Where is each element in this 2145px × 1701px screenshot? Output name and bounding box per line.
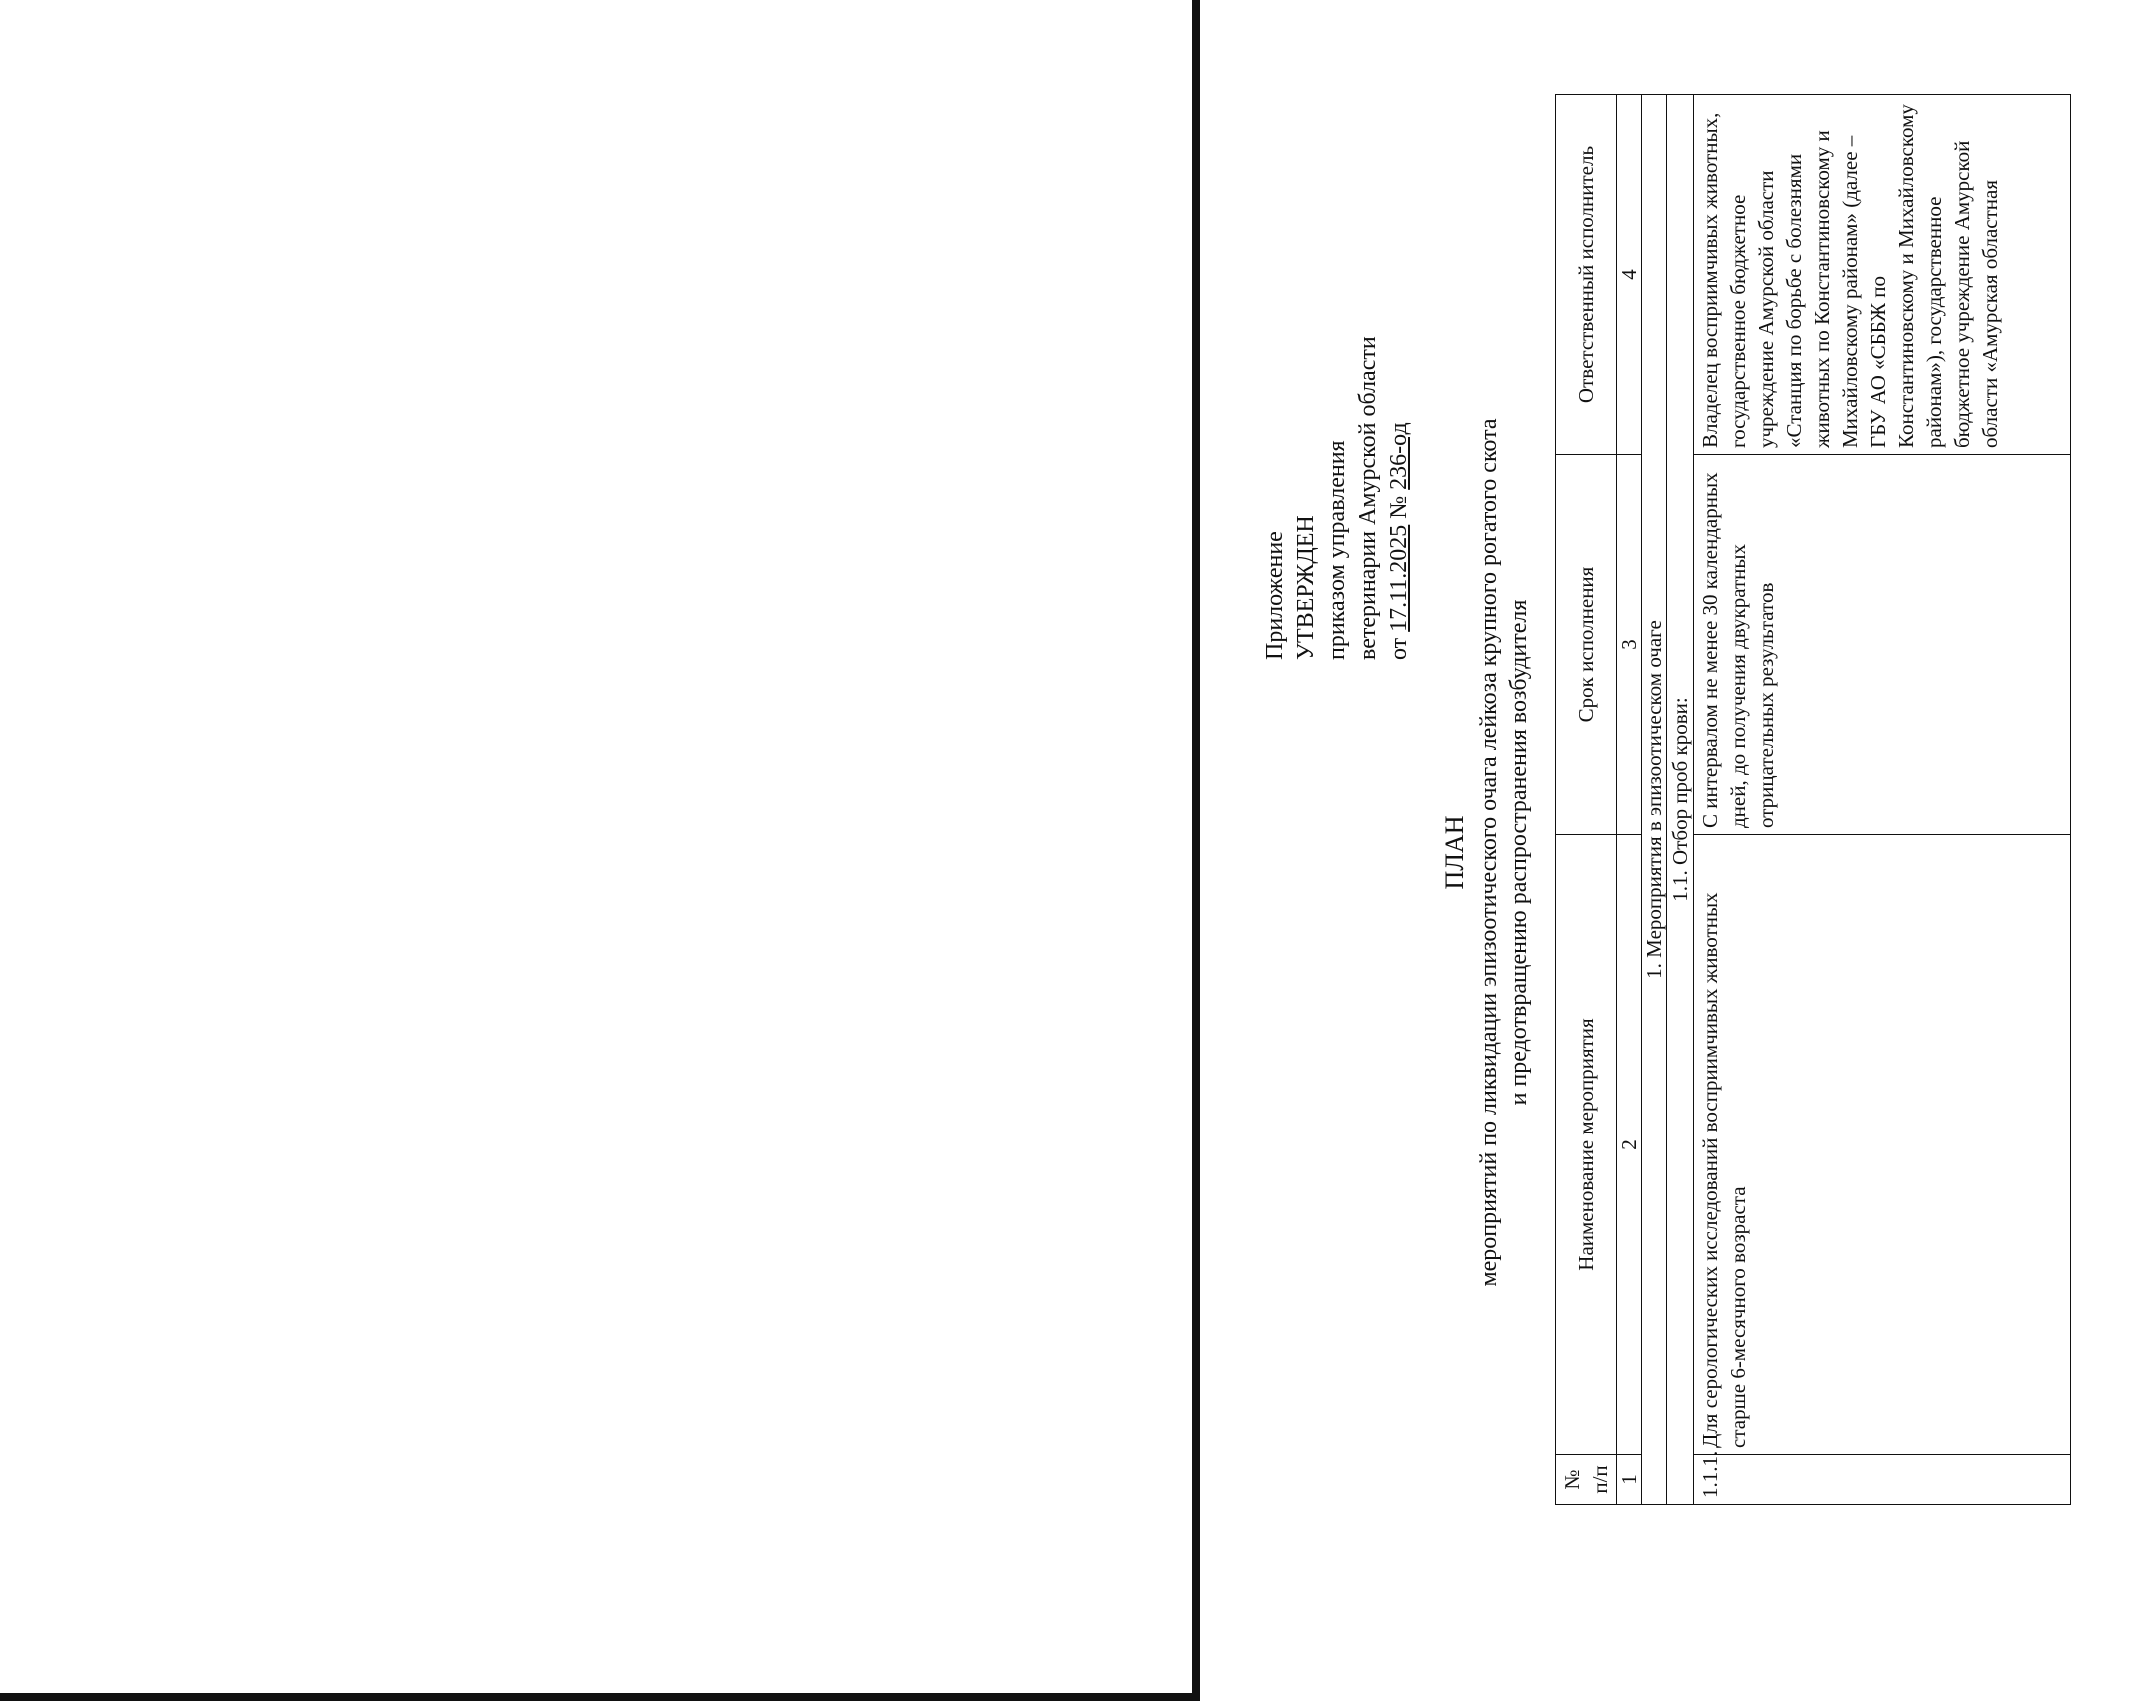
column-number: 1	[1617, 1455, 1642, 1505]
section-row	[1642, 95, 1667, 1505]
order-date: 17.11.2025	[1386, 524, 1412, 632]
row-responsible: Владелец восприимчивых животных, государственное бюджетное учреждение Амурской области «Станция по борьбе с болезнями животных по Константиновскому и Михайловскому районам» (далее – ГБУ АО «СББЖ по Константиновскому и Михайловскому районам»), государственное бюджетное учреждение Амурской области «Амурская областная	[1694, 95, 2071, 455]
order-number: 236-од	[1386, 422, 1412, 490]
header-number: № п/п	[1556, 1455, 1617, 1505]
column-number: 4	[1617, 95, 1642, 455]
document-page	[1135, 60, 2145, 1645]
plan-table	[1555, 94, 2071, 1505]
table-header-row	[1556, 95, 1617, 1505]
approval-order-ref	[1384, 336, 1415, 660]
row-term: С интервалом не менее 30 календарных дней, до получения двукратных отрицательных результатов	[1694, 455, 2071, 835]
title-line-2: и предотвращению распространения возбудителя	[1506, 599, 1532, 1106]
scan-edge-bottom	[0, 1693, 1200, 1701]
approval-appendix: Приложение	[1262, 531, 1288, 660]
order-no-label: №	[1386, 489, 1412, 525]
header-activity: Наименование мероприятия	[1556, 835, 1617, 1455]
subsection-heading: 1.1. Отбор проб крови:	[1667, 95, 1694, 1505]
header-term: Срок исполнения	[1556, 455, 1617, 835]
approval-order-by: приказом управления	[1324, 440, 1350, 660]
approval-authority: ветеринарии Амурской области	[1355, 336, 1381, 660]
document-title	[1440, 60, 1534, 1645]
row-number: 1.1.1.	[1694, 1455, 2071, 1505]
approval-approved: УТВЕРЖДЕН	[1293, 515, 1319, 660]
column-number: 2	[1617, 835, 1642, 1455]
column-number: 3	[1617, 455, 1642, 835]
title-plan: ПЛАН	[1440, 815, 1469, 890]
header-responsible: Ответственный исполнитель	[1556, 95, 1617, 455]
approval-stamp	[1260, 336, 1415, 660]
subsection-row	[1667, 95, 1694, 1505]
order-prefix: от	[1386, 631, 1412, 660]
section-heading: 1. Мероприятия в эпизоотическом очаге	[1642, 95, 1667, 1505]
table-row	[1694, 95, 2071, 1505]
column-number-row	[1617, 95, 1642, 1505]
row-activity: Для серологических исследований восприимчивых животных старше 6-месячного возраста	[1694, 835, 2071, 1455]
title-line-1: мероприятий по ликвидации эпизоотического очага лейкоза крупного рогатого скота	[1476, 418, 1502, 1287]
